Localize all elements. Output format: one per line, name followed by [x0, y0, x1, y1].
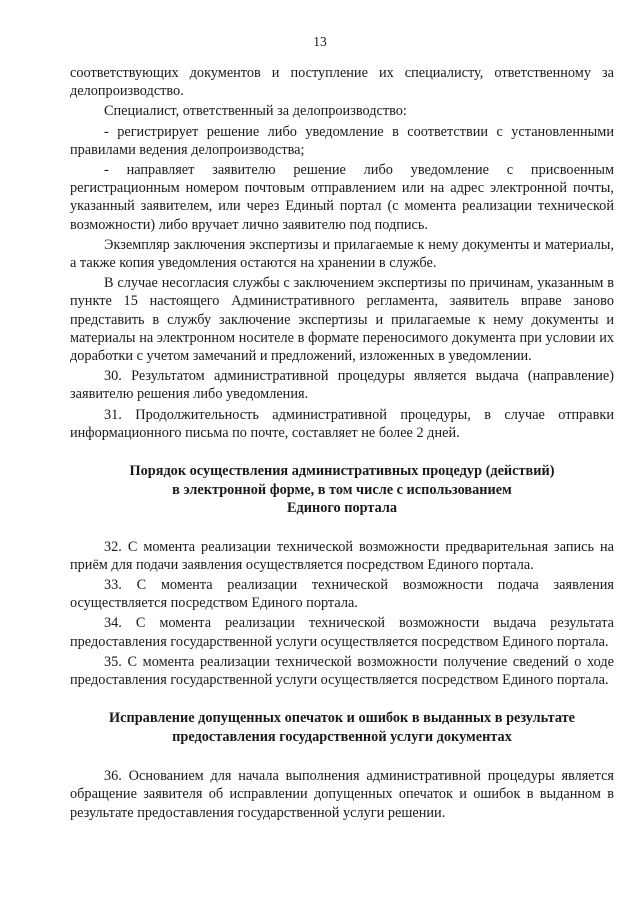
list-item-send: - направляет заявителю решение либо уведомление с присвоенным регистрационным номером почтовым отправлением или на адрес электронной почты, указанный заявителем, или через Единый портал (с момента реализации технической возможности) либо вручает лично заявителю под подпись.: [70, 162, 614, 233]
section-heading-line: предоставления государственной услуги документах: [172, 728, 512, 745]
paragraph-item-30: 30. Результатом административной процедуры является выдача (направление) заявителю решения либо уведомления.: [70, 368, 614, 403]
paragraph-copy-storage: Экземпляр заключения экспертизы и прилагаемые к нему документы и материалы, а также копия уведомления остаются на хранении в службе.: [70, 236, 614, 272]
paragraph-item-31: 31. Продолжительность административной процедуры, в случае отправки информационного письма по почте, составляет не более 2 дней.: [70, 406, 614, 441]
section-heading-line: Единого портала: [286, 500, 398, 517]
paragraph-item-32: 32. С момента реализации технической возможности предварительная запись на приём для подачи заявления осуществляется посредством Единого портала.: [70, 538, 614, 573]
paragraph-item-35: 35. С момента реализации технической возможности получение сведений о ходе предоставления государственной услуги осуществляется посредством Единого портала.: [70, 653, 614, 688]
list-item-register: - регистрирует решение либо уведомление в соответствии с установленными правилами ведения делопроизводства;: [70, 123, 614, 158]
section-heading-electronic-procedures: [70, 462, 614, 518]
page-body: [70, 64, 614, 824]
paragraph-item-36: 36. Основанием для начала выполнения административной процедуры является обращение заявителя об исправлении допущенных опечаток и ошибок в выданном в результате предоставления государственной услуги решении.: [70, 768, 614, 821]
paragraph-continuation: соответствующих документов и поступление их специалисту, ответственному за делопроизводство.: [70, 65, 614, 100]
paragraph-item-33: 33. С момента реализации технической возможности подача заявления осуществляется посредством Единого портала.: [70, 576, 614, 612]
section-heading-line: Исправление допущенных опечаток и ошибок в выданных в результате: [109, 710, 575, 727]
section-heading-error-correction: [70, 709, 614, 746]
section-heading-line: в электронной форме, в том числе с использованием: [172, 481, 512, 498]
section-heading-line: Порядок осуществления административных процедур (действий): [129, 463, 555, 480]
paragraph-disagreement: В случае несогласия службы с заключением экспертизы по причинам, указанным в пункте 15 настоящего Административного регламента, заявитель вправе заново представить в службу заключение экспертизы и прилагаемые к нему документы и материалы на электронном носителе в формате переносимого документа при условии их доработки с учетом замечаний и предложений, изложенных в уведомлении.: [70, 275, 614, 365]
paragraph-item-34: 34. С момента реализации технической возможности выдача результата предоставления государственной услуги осуществляется посредством Единого портала.: [70, 615, 614, 650]
paragraph-specialist-label: Специалист, ответственный за делопроизводство:: [104, 103, 407, 120]
page-number: 13: [313, 34, 327, 49]
